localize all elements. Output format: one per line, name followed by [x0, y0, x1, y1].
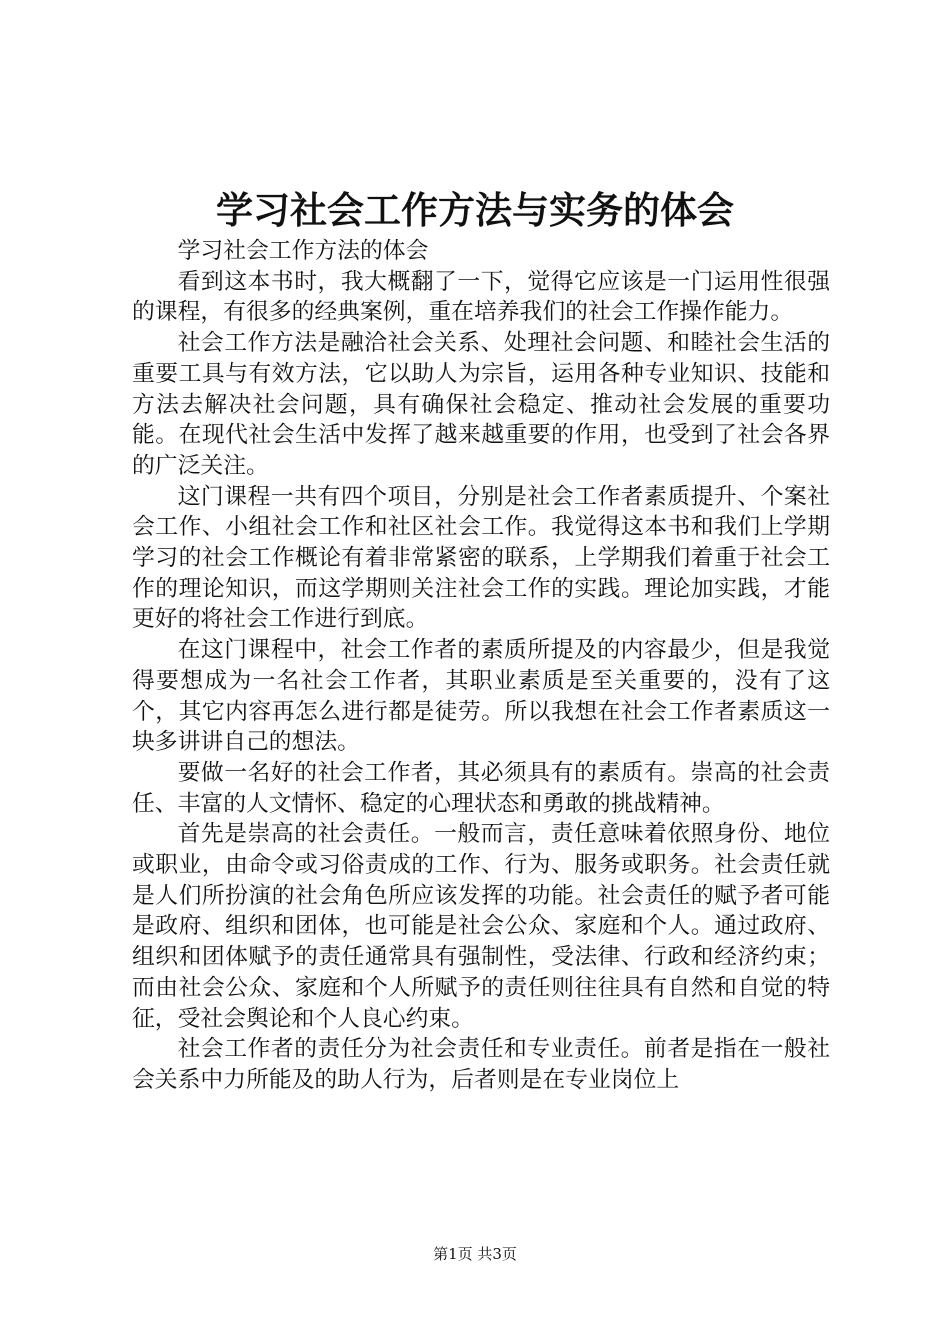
paragraph: 社会工作者的责任分为社会责任和专业责任。前者是指在一般社会关系中力所能及的助人行为，后者则是在专业岗位上 — [132, 1036, 830, 1093]
paragraph: 社会工作方法是融洽社会关系、处理社会问题、和睦社会生活的重要工具与有效方法，它以助人为宗旨，运用各种专业知识、技能和方法去解决社会问题，具有确保社会稳定、推动社会发展的重要功能。在现代社会生活中发挥了越来越重要的作用，也受到了社会各界的广泛关注。 — [132, 330, 830, 479]
page-number-footer: 第1页 共3页 — [433, 1245, 517, 1263]
paragraph: 首先是崇高的社会责任。一般而言，责任意味着依照身份、地位或职业，由命令或习俗责成的工作、行为、服务或职务。社会责任就是人们所扮演的社会角色所应该发挥的功能。社会责任的赋予者可能是政府、组织和团体，也可能是社会公众、家庭和个人。通过政府、组织和团体赋予的责任通常具有强制性，受法律、行政和经济约束；而由社会公众、家庭和个人所赋予的责任则往往具有自然和自觉的特征，受社会舆论和个人良心约束。 — [132, 821, 830, 1032]
paragraph: 要做一名好的社会工作者，其必须具有的素质有。崇高的社会责任、丰富的人文情怀、稳定的心理状态和勇敢的挑战精神。 — [132, 759, 830, 817]
paragraph: 这门课程一共有四个项目，分别是社会工作者素质提升、个案社会工作、小组社会工作和社区社会工作。我觉得这本书和我们上学期学习的社会工作概论有着非常紧密的联系，上学期我们着重于社会工作的理论知识，而这学期则关注社会工作的实践。理论加实践，才能更好的将社会工作进行到底。 — [132, 483, 830, 633]
paragraph: 在这门课程中，社会工作者的素质所提及的内容最少，但是我觉得要想成为一名社会工作者，其职业素质是至关重要的，没有了这个，其它内容再怎么进行都是徒劳。所以我想在社会工作者素质这一块多讲讲自己的想法。 — [132, 637, 830, 756]
paragraph: 看到这本书时，我大概翻了一下，觉得它应该是一门运用性很强的课程，有很多的经典案例，重在培养我们的社会工作操作能力。 — [132, 268, 830, 326]
document-title: 学习社会工作方法与实务的体会 — [216, 188, 734, 232]
document-body — [132, 236, 830, 1096]
paragraph: 学习社会工作方法的体会 — [177, 238, 429, 264]
